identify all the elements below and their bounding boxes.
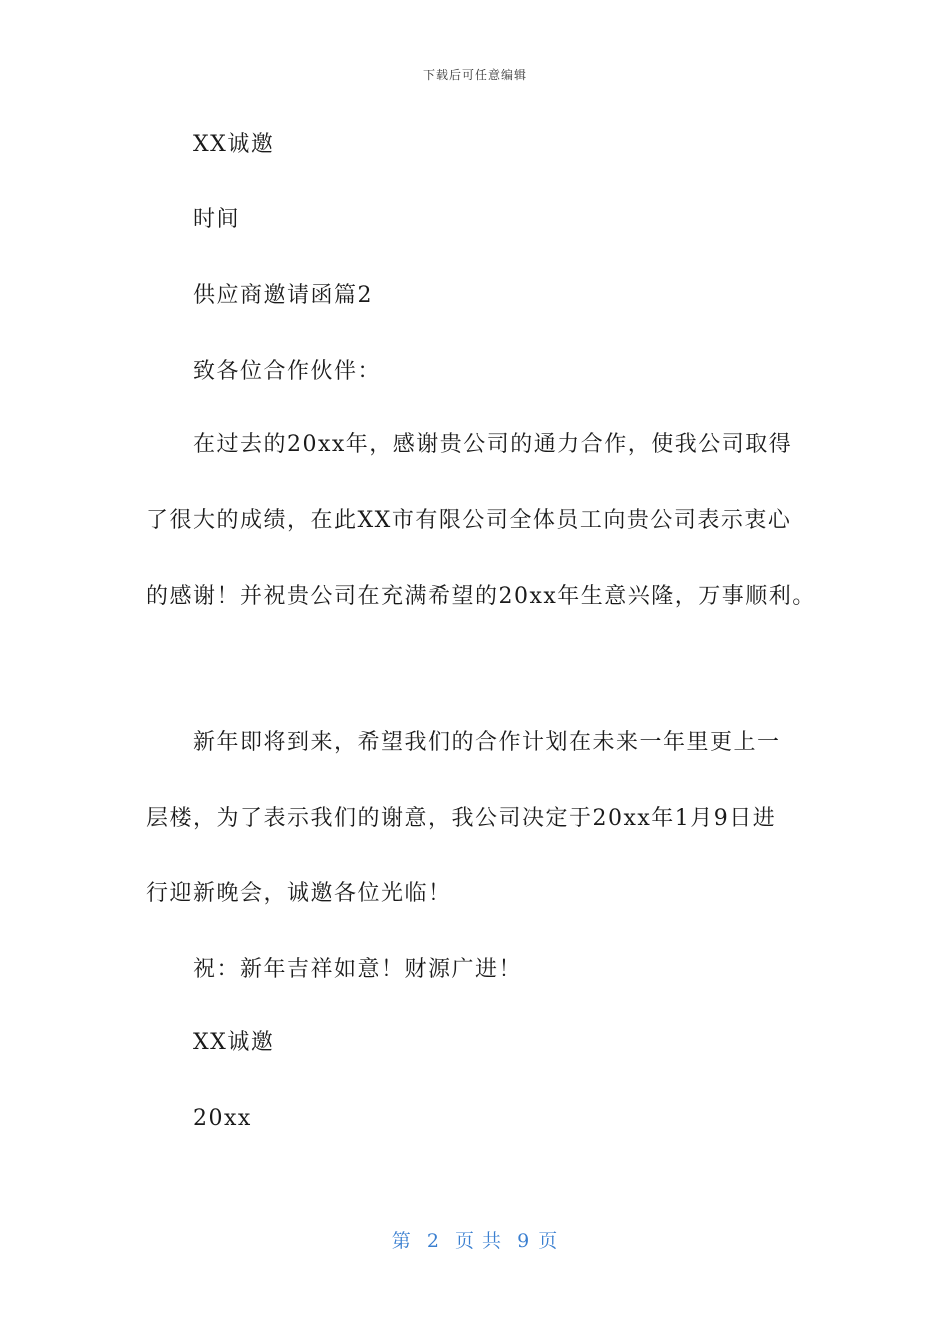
paragraph-line: 新年即将到来，希望我们的合作计划在未来一年里更上一: [193, 730, 781, 755]
year-line: 20xx: [193, 1106, 252, 1131]
signature-line: XX诚邀: [193, 132, 275, 157]
footer-total-pages: 9: [517, 1230, 531, 1252]
signature-line: XX诚邀: [193, 1030, 275, 1055]
footer-mid: 页 共: [455, 1230, 503, 1252]
date-placeholder-line: 时间: [193, 207, 241, 232]
salutation: 致各位合作伙伴：: [193, 359, 382, 384]
paragraph-line: 层楼，为了表示我们的谢意，我公司决定于20xx年1月9日进: [146, 806, 777, 831]
paragraph-line: 行迎新晚会，诚邀各位光临！: [146, 881, 452, 906]
section-title: 供应商邀请函篇2: [193, 283, 373, 308]
paragraph-line: 在过去的20xx年，感谢贵公司的通力合作，使我公司取得: [193, 432, 793, 457]
blessing-line: 祝：新年吉祥如意！财源广进！: [193, 957, 523, 982]
paragraph-line: 了很大的成绩，在此XX市有限公司全体员工向贵公司表示衷心: [146, 508, 792, 533]
footer-prefix: 第: [391, 1230, 412, 1252]
footer-page-number: 2: [426, 1230, 440, 1252]
paragraph-line: 的感谢！并祝贵公司在充满希望的20xx年生意兴隆，万事顺利。: [146, 584, 816, 609]
header-note: 下载后可任意编辑: [422, 68, 527, 82]
footer-suffix: 页: [538, 1230, 559, 1252]
page-footer: [0, 1226, 950, 1253]
